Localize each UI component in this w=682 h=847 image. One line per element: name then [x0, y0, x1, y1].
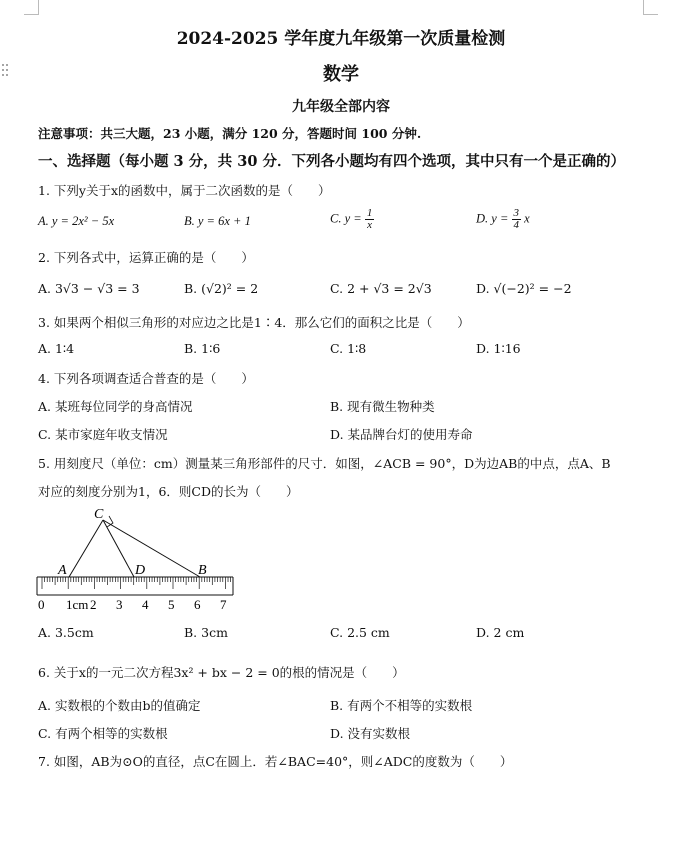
- q5-option-c[interactable]: C. 2.5 cm: [330, 625, 390, 640]
- page-corner-mark: [643, 0, 658, 15]
- page-corner-mark: [24, 0, 39, 15]
- q6-option-c[interactable]: C. 有两个相等的实数根: [38, 726, 168, 741]
- label-a: A: [58, 563, 67, 578]
- q4-option-b[interactable]: B. 现有微生物种类: [330, 399, 435, 414]
- ruler-number: 2: [90, 597, 97, 612]
- ruler-number: 3: [116, 597, 123, 612]
- ruler-number: 1cm: [66, 597, 89, 612]
- segment-cb: [103, 520, 200, 577]
- q1-c-prefix: C. y =: [330, 211, 362, 226]
- q6-option-b[interactable]: B. 有两个不相等的实数根: [330, 698, 473, 713]
- question-1-stem: 1. 下列y关于x的函数中，属于二次函数的是（ ）: [38, 183, 331, 198]
- ruler-number: 6: [194, 597, 201, 612]
- fraction: [365, 208, 375, 231]
- exam-title: 2024-2025 学年度九年级第一次质量检测: [176, 29, 506, 49]
- q5-option-b[interactable]: B. 3cm: [184, 625, 228, 640]
- question-4-stem: 4. 下列各项调查适合普查的是（ ）: [38, 371, 254, 386]
- q2-option-a[interactable]: A. 3√3 − √3 = 3: [38, 281, 140, 296]
- label-b: B: [198, 563, 207, 578]
- question-6-stem: 6. 关于x的一元二次方程3x² + bx − 2 = 0的根的情况是（ ）: [38, 665, 405, 680]
- question-5-stem: 5. 用刻度尺（单位：cm）测量某三角形部件的尺寸．如图，∠ACB = 90°，D为边AB的中点，点A、B: [38, 456, 611, 471]
- q3-option-b[interactable]: B. 1∶6: [184, 341, 221, 356]
- q1-option-a[interactable]: A. y = 2x² − 5x: [38, 214, 115, 228]
- ruler-number: 5: [168, 597, 175, 612]
- q3-option-d[interactable]: D. 1∶16: [476, 341, 521, 356]
- q1-d-prefix: D. y =: [476, 211, 509, 226]
- q3-option-c[interactable]: C. 1∶8: [330, 341, 367, 356]
- q6-option-d[interactable]: D. 没有实数根: [330, 726, 411, 741]
- ruler-number: 7: [220, 597, 227, 612]
- q1-option-d[interactable]: [476, 208, 530, 231]
- q1-d-suffix: x: [524, 211, 530, 226]
- question-7-stem: 7. 如图，AB为⊙O的直径，点C在圆上．若∠BAC=40°，则∠ADC的度数为（ ）: [38, 754, 513, 769]
- q6-option-a[interactable]: A. 实数根的个数由b的值确定: [38, 698, 201, 713]
- label-d: D: [135, 563, 146, 578]
- q2-option-d[interactable]: D. √(−2)² = −2: [476, 281, 572, 296]
- section-heading: 一、选择题（每小题 3 分，共 30 分．下列各小题均有四个选项，其中只有一个是正确的）: [38, 153, 625, 170]
- q1-option-c[interactable]: [330, 208, 374, 231]
- q5-option-a[interactable]: A. 3.5cm: [38, 625, 94, 640]
- numerator: 1: [366, 207, 373, 219]
- denominator: 4: [513, 219, 520, 231]
- segment-ac: [69, 520, 103, 577]
- ruler-triangle-figure: [30, 502, 240, 614]
- question-3-stem: 3. 如果两个相似三角形的对应边之比是1∶4．那么它们的面积之比是（ ）: [38, 315, 470, 330]
- exam-notice: 注意事项：共三大题，23 小题，满分 120 分，答题时间 100 分钟.: [38, 126, 422, 141]
- numerator: 3: [513, 207, 520, 219]
- q1-option-b[interactable]: B. y = 6x + 1: [184, 214, 251, 228]
- q3-option-a[interactable]: A. 1∶4: [38, 341, 75, 356]
- subject-title: 数学: [323, 64, 359, 85]
- q4-option-d[interactable]: D. 某品牌台灯的使用寿命: [330, 427, 473, 442]
- ruler-numbers: [38, 597, 227, 612]
- label-c: C: [94, 507, 104, 522]
- fraction: [512, 208, 522, 231]
- ruler-number: 0: [38, 597, 45, 612]
- q4-option-a[interactable]: A. 某班每位同学的身高情况: [38, 399, 193, 414]
- q2-option-b[interactable]: B. (√2)² = 2: [184, 281, 259, 296]
- ruler-ticks: [42, 577, 231, 589]
- q2-option-c[interactable]: C. 2 + √3 = 2√3: [330, 281, 432, 296]
- question-2-stem: 2. 下列各式中，运算正确的是（ ）: [38, 250, 254, 265]
- q4-option-c[interactable]: C. 某市家庭年收支情况: [38, 427, 168, 442]
- ruler-number: 4: [142, 597, 149, 612]
- denominator: x: [367, 219, 373, 231]
- scope-subtitle: 九年级全部内容: [292, 99, 390, 115]
- q5-option-d[interactable]: D. 2 cm: [476, 625, 525, 640]
- question-5-stem-cont: 对应的刻度分别为1，6．则CD的长为（ ）: [38, 484, 299, 499]
